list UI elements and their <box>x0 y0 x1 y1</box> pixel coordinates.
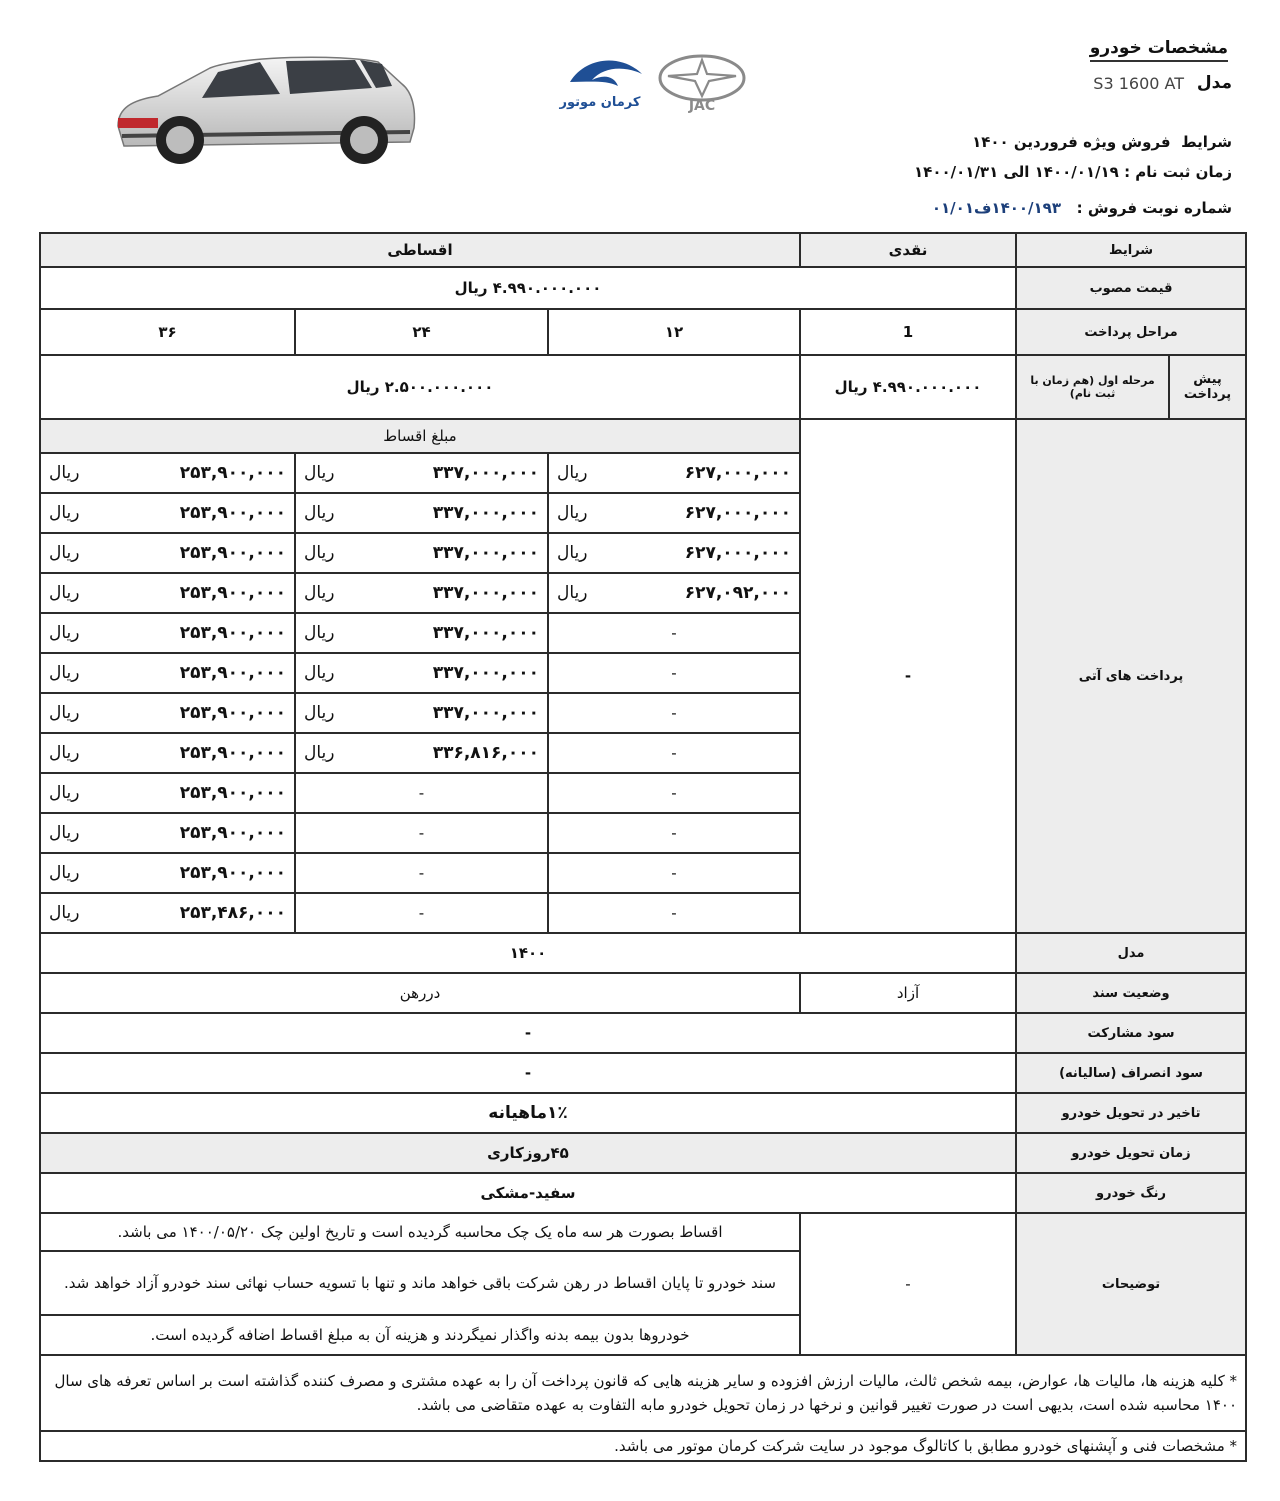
installment-36-cell <box>40 893 295 933</box>
jac-logo <box>656 54 748 114</box>
installment-12-empty: - <box>548 733 800 773</box>
sale-conditions <box>972 133 1232 151</box>
sale-conditions-label: شرایط <box>1181 133 1232 151</box>
prepayment-row <box>40 355 1246 419</box>
approved-price-value: ۴.۹۹۰.۰۰۰.۰۰۰ ریال <box>40 267 1016 309</box>
participation-row <box>40 1013 1246 1053</box>
installment-36-amount: ۲۵۳,۹۰۰,۰۰۰ <box>179 703 287 723</box>
installment-24-cell <box>295 733 548 773</box>
first-stage-label: مرحله اول (هم زمان با ثبت نام) <box>1016 355 1169 419</box>
installment-12-cell <box>548 493 800 533</box>
installment-24-empty: - <box>295 773 548 813</box>
note-item: سند خودرو تا پایان اقساط در رهن شرکت باقی خواهد ماند و تنها با تسویه حساب نهائی سند خودرو آزاد خواهد شد. <box>40 1251 800 1315</box>
installment-24-amount: ۳۳۷,۰۰۰,۰۰۰ <box>432 503 540 523</box>
currency-label: ریال <box>49 463 80 483</box>
installment-12-amount: ۶۲۷,۰۰۰,۰۰۰ <box>684 463 792 483</box>
installment-24-amount: ۳۳۷,۰۰۰,۰۰۰ <box>432 703 540 723</box>
notes-label: توضیحات <box>1016 1213 1246 1355</box>
model-year-value: ۱۴۰۰ <box>40 933 1016 973</box>
notes-cash: - <box>800 1213 1016 1355</box>
cancellation-label: سود انصراف (سالیانه) <box>1016 1053 1246 1093</box>
installment-amount-header-row <box>40 419 1246 453</box>
installment-36-amount: ۲۵۳,۹۰۰,۰۰۰ <box>179 583 287 603</box>
installment-36-amount: ۲۵۳,۹۰۰,۰۰۰ <box>179 543 287 563</box>
model-year-label: مدل <box>1016 933 1246 973</box>
sale-turn-number <box>932 199 1232 217</box>
payment-stages-label: مراحل پرداخت <box>1016 309 1246 355</box>
installment-12-amount: ۶۲۷,۰۹۲,۰۰۰ <box>684 583 792 603</box>
currency-label: ریال <box>49 823 80 843</box>
sales-conditions-table <box>39 232 1247 1462</box>
installment-24-cell <box>295 493 548 533</box>
footnote-specs: * مشخصات فنی و آپشنهای خودرو مطابق با کاتالوگ موجود در سایت شرکت کرمان موتور می باشد. <box>40 1431 1246 1461</box>
delivery-time-value: ۴۵روزکاری <box>40 1133 1016 1173</box>
note-item: خودروها بدون بیمه بدنه واگذار نمیگردند و هزینه آن به مبلغ اقساط اضافه گردیده است. <box>40 1315 800 1355</box>
currency-label: ریال <box>304 663 335 683</box>
currency-label: ریال <box>304 743 335 763</box>
future-cash-value: - <box>800 419 1016 933</box>
document-status-row <box>40 973 1246 1013</box>
document-status-label: وضعیت سند <box>1016 973 1246 1013</box>
note-item: اقساط بصورت هر سه ماه یک چک محاسبه گردیده است و تاریخ اولین چک ۱۴۰۰/۰۵/۲۰ می باشد. <box>40 1213 800 1251</box>
stage-24: ۲۴ <box>295 309 548 355</box>
installment-12-amount: ۶۲۷,۰۰۰,۰۰۰ <box>684 543 792 563</box>
installment-36-cell <box>40 453 295 493</box>
installment-36-amount: ۲۵۳,۹۰۰,۰۰۰ <box>179 743 287 763</box>
installment-36-amount: ۲۵۳,۹۰۰,۰۰۰ <box>179 823 287 843</box>
cancellation-row <box>40 1053 1246 1093</box>
installment-12-empty: - <box>548 653 800 693</box>
delivery-time-row <box>40 1133 1246 1173</box>
color-row <box>40 1173 1246 1213</box>
installment-12-empty: - <box>548 773 800 813</box>
installment-12-cell <box>548 453 800 493</box>
installment-36-cell <box>40 733 295 773</box>
registration-label: زمان ثبت نام : <box>1124 163 1232 181</box>
footnote-row <box>40 1355 1246 1431</box>
installment-36-cell <box>40 613 295 653</box>
currency-label: ریال <box>304 703 335 723</box>
stage-cash: 1 <box>800 309 1016 355</box>
currency-label: ریال <box>304 623 335 643</box>
installment-36-amount: ۲۵۳,۹۰۰,۰۰۰ <box>179 623 287 643</box>
currency-label: ریال <box>304 583 335 603</box>
installment-24-amount: ۳۳۷,۰۰۰,۰۰۰ <box>432 543 540 563</box>
currency-label: ریال <box>49 863 80 883</box>
installment-24-amount: ۳۳۷,۰۰۰,۰۰۰ <box>432 623 540 643</box>
stage-36: ۳۶ <box>40 309 295 355</box>
approved-price-label: قیمت مصوب <box>1016 267 1246 309</box>
approved-price-row <box>40 267 1246 309</box>
model-row <box>40 933 1246 973</box>
model-label: مدل <box>1196 73 1232 93</box>
installment-24-amount: ۳۳۶,۸۱۶,۰۰۰ <box>432 743 540 763</box>
delivery-time-label: زمان تحویل خودرو <box>1016 1133 1246 1173</box>
installment-24-empty: - <box>295 813 548 853</box>
installment-24-cell <box>295 693 548 733</box>
car-color-label: رنگ خودرو <box>1016 1173 1246 1213</box>
currency-label: ریال <box>49 703 80 723</box>
participation-value: - <box>40 1013 1016 1053</box>
currency-label: ریال <box>49 743 80 763</box>
installment-12-cell <box>548 573 800 613</box>
installment-36-amount: ۲۵۳,۴۸۶,۰۰۰ <box>179 903 287 923</box>
currency-label: ریال <box>304 543 335 563</box>
delivery-delay-value: ۱٪ماهیانه <box>40 1093 1016 1133</box>
cash-header: نقدی <box>800 233 1016 267</box>
installment-12-empty: - <box>548 613 800 653</box>
installment-36-cell <box>40 813 295 853</box>
installment-36-cell <box>40 493 295 533</box>
installment-24-amount: ۳۳۷,۰۰۰,۰۰۰ <box>432 663 540 683</box>
car-image <box>110 48 420 168</box>
currency-label: ریال <box>49 543 80 563</box>
turn-label: شماره نوبت فروش : <box>1076 199 1232 217</box>
installment-36-amount: ۲۵۳,۹۰۰,۰۰۰ <box>179 863 287 883</box>
conditions-label: شرایط <box>1016 233 1246 267</box>
currency-label: ریال <box>49 663 80 683</box>
installment-12-cell <box>548 533 800 573</box>
table-header-row <box>40 233 1246 267</box>
installment-24-cell <box>295 653 548 693</box>
installment-24-cell <box>295 453 548 493</box>
installment-36-amount: ۲۵۳,۹۰۰,۰۰۰ <box>179 503 287 523</box>
future-payments-label: پرداخت های آتی <box>1016 419 1246 933</box>
installment-36-amount: ۲۵۳,۹۰۰,۰۰۰ <box>179 663 287 683</box>
installment-12-empty: - <box>548 853 800 893</box>
payment-stages-row <box>40 309 1246 355</box>
currency-label: ریال <box>49 503 80 523</box>
currency-label: ریال <box>304 463 335 483</box>
stage-12: ۱۲ <box>548 309 800 355</box>
cancellation-value: - <box>40 1053 1016 1093</box>
participation-label: سود مشارکت <box>1016 1013 1246 1053</box>
currency-label: ریال <box>557 463 588 483</box>
footnote-costs: * کلیه هزینه ها، مالیات ها، عوارض، بیمه شخص ثالث، مالیات ارزش افزوده و سایر هزینه هایی که قانون پرداخت آن را به عهده مشتری و مصرف کننده گذاشته است بر اساس تعرفه های سال ۱۴۰۰ محاسبه شده است، بدیهی است در صورت تغییر قوانین و نرخها در زمان تحویل خودرو مابه التفاوت به عهده متقاضی می باشد. <box>40 1355 1246 1431</box>
kerman-motor-logo-text: کرمان موتور <box>559 95 641 110</box>
installment-36-cell <box>40 773 295 813</box>
installment-36-cell <box>40 853 295 893</box>
currency-label: ریال <box>557 503 588 523</box>
delay-row <box>40 1093 1246 1133</box>
installment-24-cell <box>295 613 548 653</box>
installment-24-cell <box>295 573 548 613</box>
installment-24-empty: - <box>295 853 548 893</box>
model-value: S3 1600 AT <box>1093 74 1184 93</box>
installment-36-amount: ۲۵۳,۹۰۰,۰۰۰ <box>179 783 287 803</box>
installment-36-cell <box>40 533 295 573</box>
jac-logo-text: JAC <box>688 98 716 114</box>
currency-label: ریال <box>49 583 80 603</box>
delivery-delay-label: تاخیر در تحویل خودرو <box>1016 1093 1246 1133</box>
notes-row <box>40 1213 1246 1251</box>
turn-value: ۱۴۰۰/۱۹۳ف۰۱/۰۱ <box>931 199 1061 217</box>
registration-period <box>914 163 1232 181</box>
installment-header: اقساطی <box>40 233 800 267</box>
installment-36-cell <box>40 653 295 693</box>
installment-12-empty: - <box>548 813 800 853</box>
document-status-cash: آزاد <box>800 973 1016 1013</box>
installment-36-cell <box>40 573 295 613</box>
installment-12-empty: - <box>548 893 800 933</box>
installment-12-empty: - <box>548 693 800 733</box>
currency-label: ریال <box>557 583 588 603</box>
installment-12-amount: ۶۲۷,۰۰۰,۰۰۰ <box>684 503 792 523</box>
currency-label: ریال <box>49 623 80 643</box>
currency-label: ریال <box>49 903 80 923</box>
car-color-value: سفید-مشکی <box>40 1173 1016 1213</box>
footnote-row <box>40 1431 1246 1461</box>
installment-24-amount: ۳۳۷,۰۰۰,۰۰۰ <box>432 583 540 603</box>
installment-36-amount: ۲۵۳,۹۰۰,۰۰۰ <box>179 463 287 483</box>
prepayment-label: پیش پرداخت <box>1169 355 1246 419</box>
registration-value: ۱۴۰۰/۰۱/۱۹ الی ۱۴۰۰/۰۱/۳۱ <box>914 163 1119 181</box>
installment-24-cell <box>295 533 548 573</box>
installment-amount-label: مبلغ اقساط <box>40 419 800 453</box>
installment-24-empty: - <box>295 893 548 933</box>
sale-conditions-value: فروش ویژه فروردین ۱۴۰۰ <box>972 133 1171 151</box>
document-status-installment: دررهن <box>40 973 800 1013</box>
cash-prepayment: ۴.۹۹۰.۰۰۰.۰۰۰ ریال <box>800 355 1016 419</box>
installment-24-amount: ۳۳۷,۰۰۰,۰۰۰ <box>432 463 540 483</box>
currency-label: ریال <box>557 543 588 563</box>
installment-prepayment: ۲.۵۰۰.۰۰۰.۰۰۰ ریال <box>40 355 800 419</box>
currency-label: ریال <box>49 783 80 803</box>
installment-36-cell <box>40 693 295 733</box>
page-title: مشخصات خودرو <box>1090 38 1228 62</box>
kerman-motor-logo <box>556 52 648 114</box>
currency-label: ریال <box>304 503 335 523</box>
